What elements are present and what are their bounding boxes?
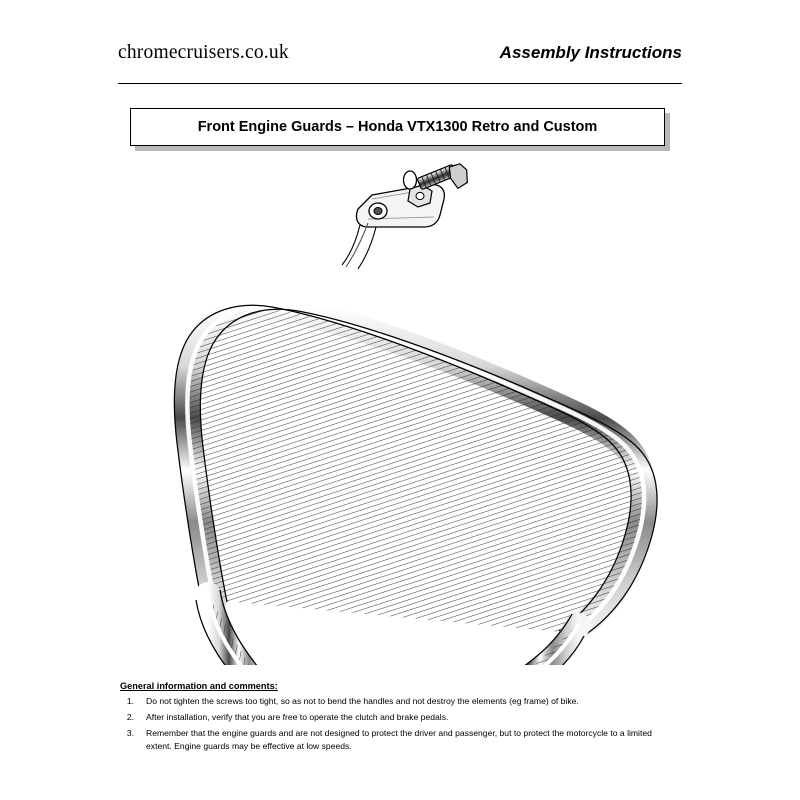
bolt-icon: [417, 161, 472, 189]
note-number: 1.: [126, 696, 134, 706]
brand-name: chromecruisers.co.uk: [118, 42, 289, 63]
washer-icon: [404, 171, 417, 189]
list-item: [120, 695, 680, 708]
list-item: [120, 711, 680, 724]
top-mount-bracket: [346, 185, 444, 267]
notes-heading: General information and comments:: [120, 681, 278, 691]
list-item: [120, 727, 680, 752]
document-kind-label: Assembly Instructions: [499, 43, 682, 62]
note-number: 2.: [126, 712, 134, 722]
note-text: Do not tighten the screws too tight, so as not to bend the handles and not destroy the elements (eg frame) of bike.: [146, 696, 579, 706]
bracket-weld-detail: [342, 225, 376, 269]
general-information-section: [120, 681, 680, 756]
page-title: Front Engine Guards – Honda VTX1300 Retro and Custom: [197, 119, 598, 135]
engine-guard-illustration: [110, 155, 690, 665]
note-number: 3.: [126, 728, 134, 738]
note-text: Remember that the engine guards and are not designed to protect the driver and passenger, but to protect the motorcycle to a limited extent. Engine guards may be effective at low speeds.: [146, 728, 652, 751]
note-text: After installation, verify that you are free to operate the clutch and brake pedals.: [146, 712, 449, 722]
document-header: [118, 40, 682, 84]
title-box: [130, 108, 665, 146]
